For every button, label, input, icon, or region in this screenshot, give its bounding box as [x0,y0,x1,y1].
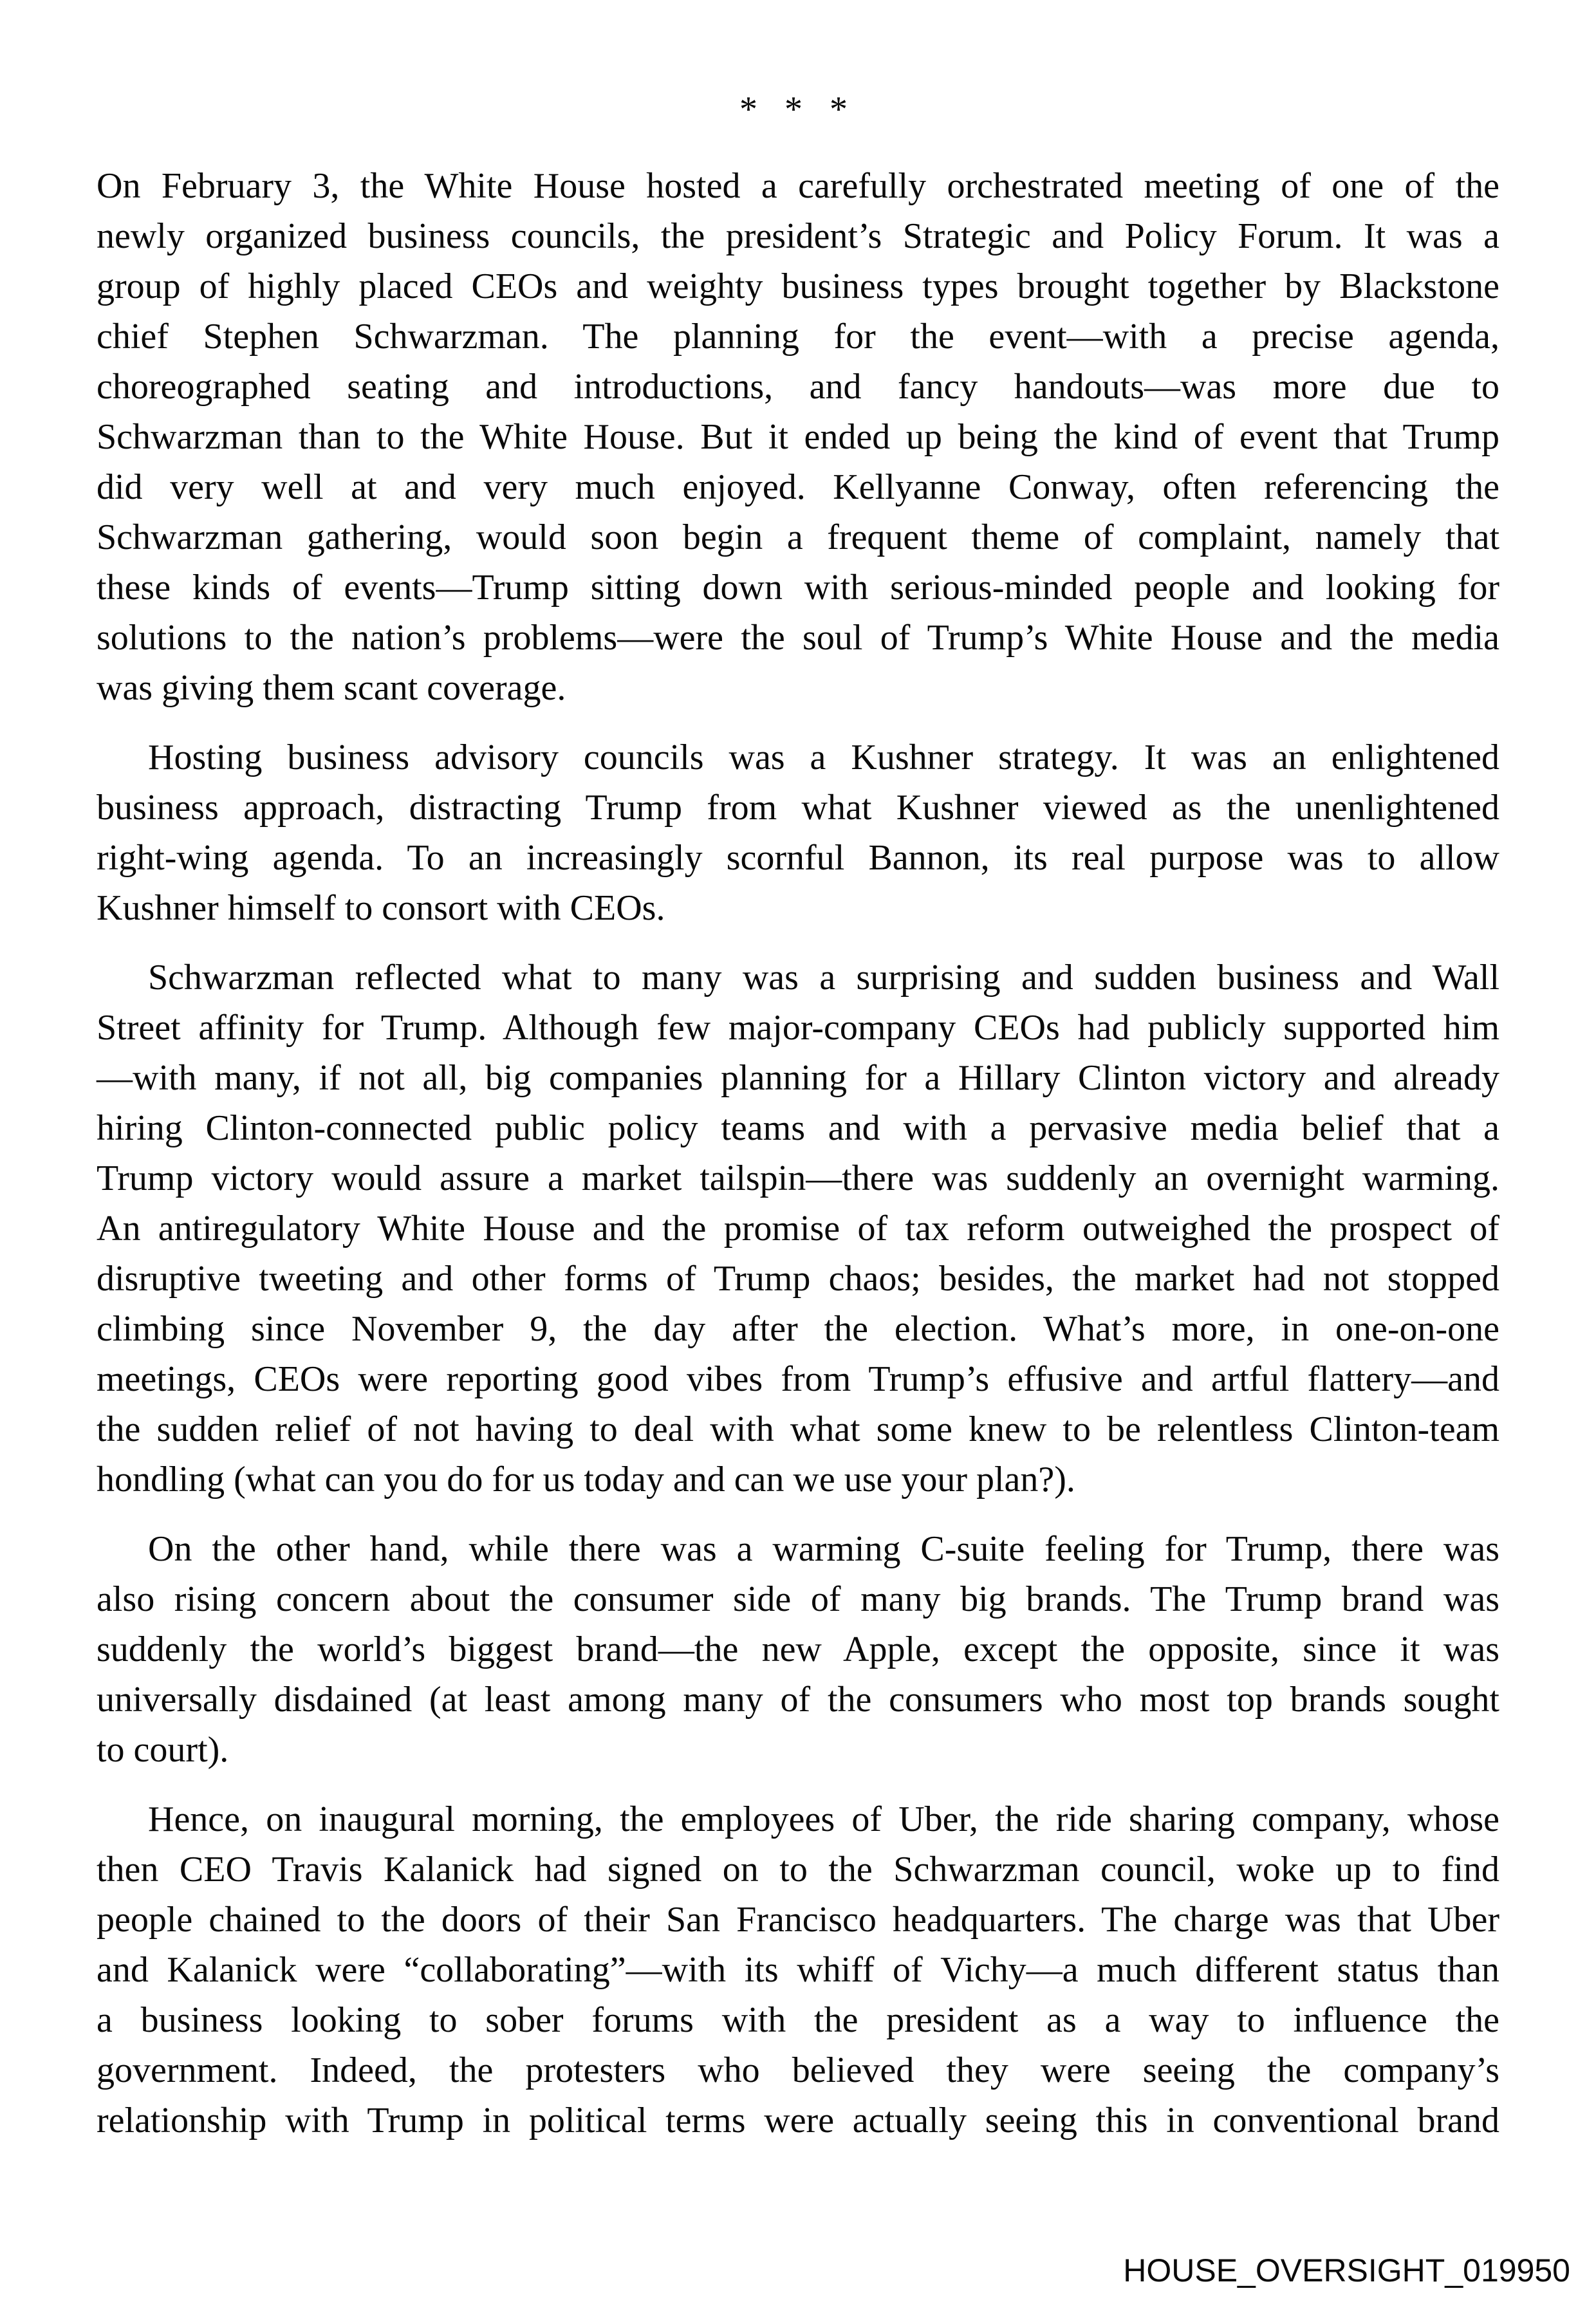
text-line: Schwarzman reflected what to many was a surprising and sudden business and Wall [148,958,1499,998]
text-line: solutions to the nation’s problems—were the soul of Trump’s White House and the media [97,618,1499,658]
text-line: right-wing agenda. To an increasingly scornful Bannon, its real purpose was to allow [97,838,1499,878]
text-line: chief Stephen Schwarzman. The planning for the event—with a precise agenda, [97,317,1499,357]
paragraph [97,161,1499,713]
text-line: universally disdained (at least among many of the consumers who most top brands sought [97,1680,1499,1720]
text-line: Schwarzman than to the White House. But it ended up being the kind of event that Trump [97,417,1499,457]
text-line: people chained to the doors of their San Francisco headquarters. The charge was that Uber [97,1900,1499,1940]
text-line: was giving them scant coverage. [97,668,566,708]
paragraph [97,732,1499,933]
text-line: then CEO Travis Kalanick had signed on to the Schwarzman council, woke up to find [97,1850,1499,1889]
text-line: the sudden relief of not having to deal with what some knew to be relentless Clinton-team [97,1409,1499,1449]
text-line: choreographed seating and introductions, and fancy handouts—was more due to [97,367,1499,407]
text-line: also rising concern about the consumer side of many big brands. The Trump brand was [97,1579,1499,1619]
text-line: to court). [97,1730,229,1770]
text-line: hiring Clinton-connected public policy teams and with a pervasive media belief that a [97,1108,1499,1148]
text-line: On the other hand, while there was a warming C-suite feeling for Trump, there was [148,1529,1499,1569]
text-line: Hence, on inaugural morning, the employees of Uber, the ride sharing company, whose [148,1799,1499,1839]
text-line: —with many, if not all, big companies planning for a Hillary Clinton victory and already [97,1058,1499,1098]
text-line: a business looking to sober forums with the president as a way to influence the [97,2000,1499,2040]
text-line: Street affinity for Trump. Although few major-company CEOs had publicly supported him [97,1008,1499,1048]
text-line: Schwarzman gathering, would soon begin a frequent theme of complaint, namely that [97,517,1499,557]
body-text [97,161,1499,2165]
text-line: these kinds of events—Trump sitting down with serious-minded people and looking for [97,568,1499,608]
section-break: * * * [739,89,857,129]
text-line: An antiregulatory White House and the promise of tax reform outweighed the prospect of [97,1209,1499,1248]
text-line: business approach, distracting Trump from what Kushner viewed as the unenlightened [97,788,1499,828]
paragraph [97,1524,1499,1775]
text-line: Kushner himself to consort with CEOs. [97,888,665,928]
text-line: newly organized business councils, the president’s Strategic and Policy Forum. It was a [97,216,1499,256]
text-line: suddenly the world’s biggest brand—the new Apple, except the opposite, since it was [97,1629,1499,1669]
bates-number: HOUSE_OVERSIGHT_019950 [1123,2252,1570,2288]
paragraph [97,1794,1499,2146]
text-line: meetings, CEOs were reporting good vibes from Trump’s effusive and artful flattery—and [97,1359,1499,1399]
text-line: disruptive tweeting and other forms of Trump chaos; besides, the market had not stopped [97,1259,1499,1299]
text-line: relationship with Trump in political terms were actually seeing this in conventional brand [97,2101,1499,2140]
text-line: government. Indeed, the protesters who believed they were seeing the company’s [97,2050,1499,2090]
text-line: climbing since November 9, the day after the election. What’s more, in one-on-one [97,1309,1499,1349]
text-line: group of highly placed CEOs and weighty business types brought together by Blackstone [97,266,1499,306]
paragraph [97,952,1499,1505]
text-line: Trump victory would assure a market tailspin—there was suddenly an overnight warming. [97,1158,1499,1198]
text-line: and Kalanick were “collaborating”—with its whiff of Vichy—a much different status than [97,1950,1499,1990]
text-line: hondling (what can you do for us today and can we use your plan?). [97,1460,1075,1499]
text-line: did very well at and very much enjoyed. Kellyanne Conway, often referencing the [97,467,1499,507]
text-line: On February 3, the White House hosted a carefully orchestrated meeting of one of the [97,166,1499,206]
text-line: Hosting business advisory councils was a Kushner strategy. It was an enlightened [148,738,1499,777]
